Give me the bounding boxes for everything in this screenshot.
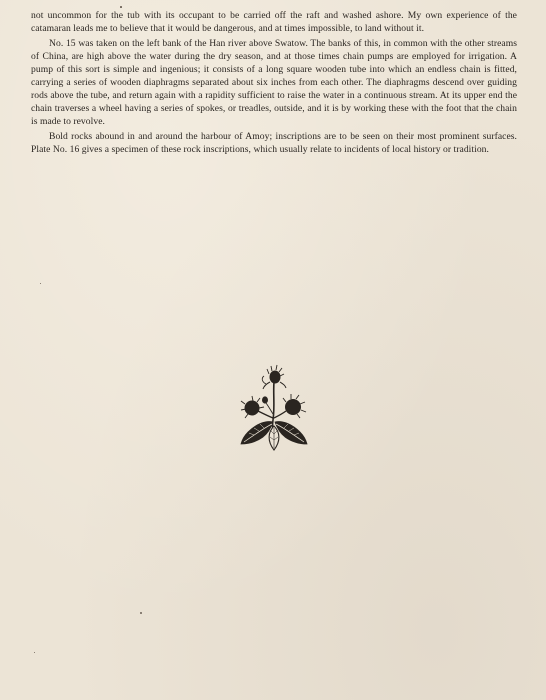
paragraph-plate-16: Bold rocks abound in and around the harbour of Amoy; inscriptions are to be seen on their most prominent surfaces. Plate No. 16 gives a specimen of these rock inscriptions, which usually relate to incidents of local history or tradition. [31,131,517,155]
paragraph-continuation: not uncommon for the tub with its occupant to be carried off the raft and washed ashore. My own experience of the catamaran leads me to believe that it would be dangerous, and at times impossible, to land without it. [31,10,517,34]
body-text [31,9,517,156]
paper-speck [34,652,35,653]
paper-speck [140,612,142,614]
flower-vignette-icon [236,364,312,454]
paper-speck [40,283,41,284]
paper-speck [120,6,122,8]
paragraph-plate-15: No. 15 was taken on the left bank of the Han river above Swatow. The banks of this, in common with the other streams of China, are high above the water during the dry season, and at those times chain pumps are employed for irrigation. A pump of this sort is simple and ingenious; it consists of a long square wooden tube into which an endless chain is fitted, carrying a series of wooden diaphragms separated about six inches from each other. The diaphragms descend over guiding rods above the tube, and return again with a rapidity sufficient to raise the water in a continuous stream. At its upper end the chain traverses a wheel having a series of spokes, or treadles, outside, and it is by working these with the foot that the chain is made to revolve. [31,38,517,127]
